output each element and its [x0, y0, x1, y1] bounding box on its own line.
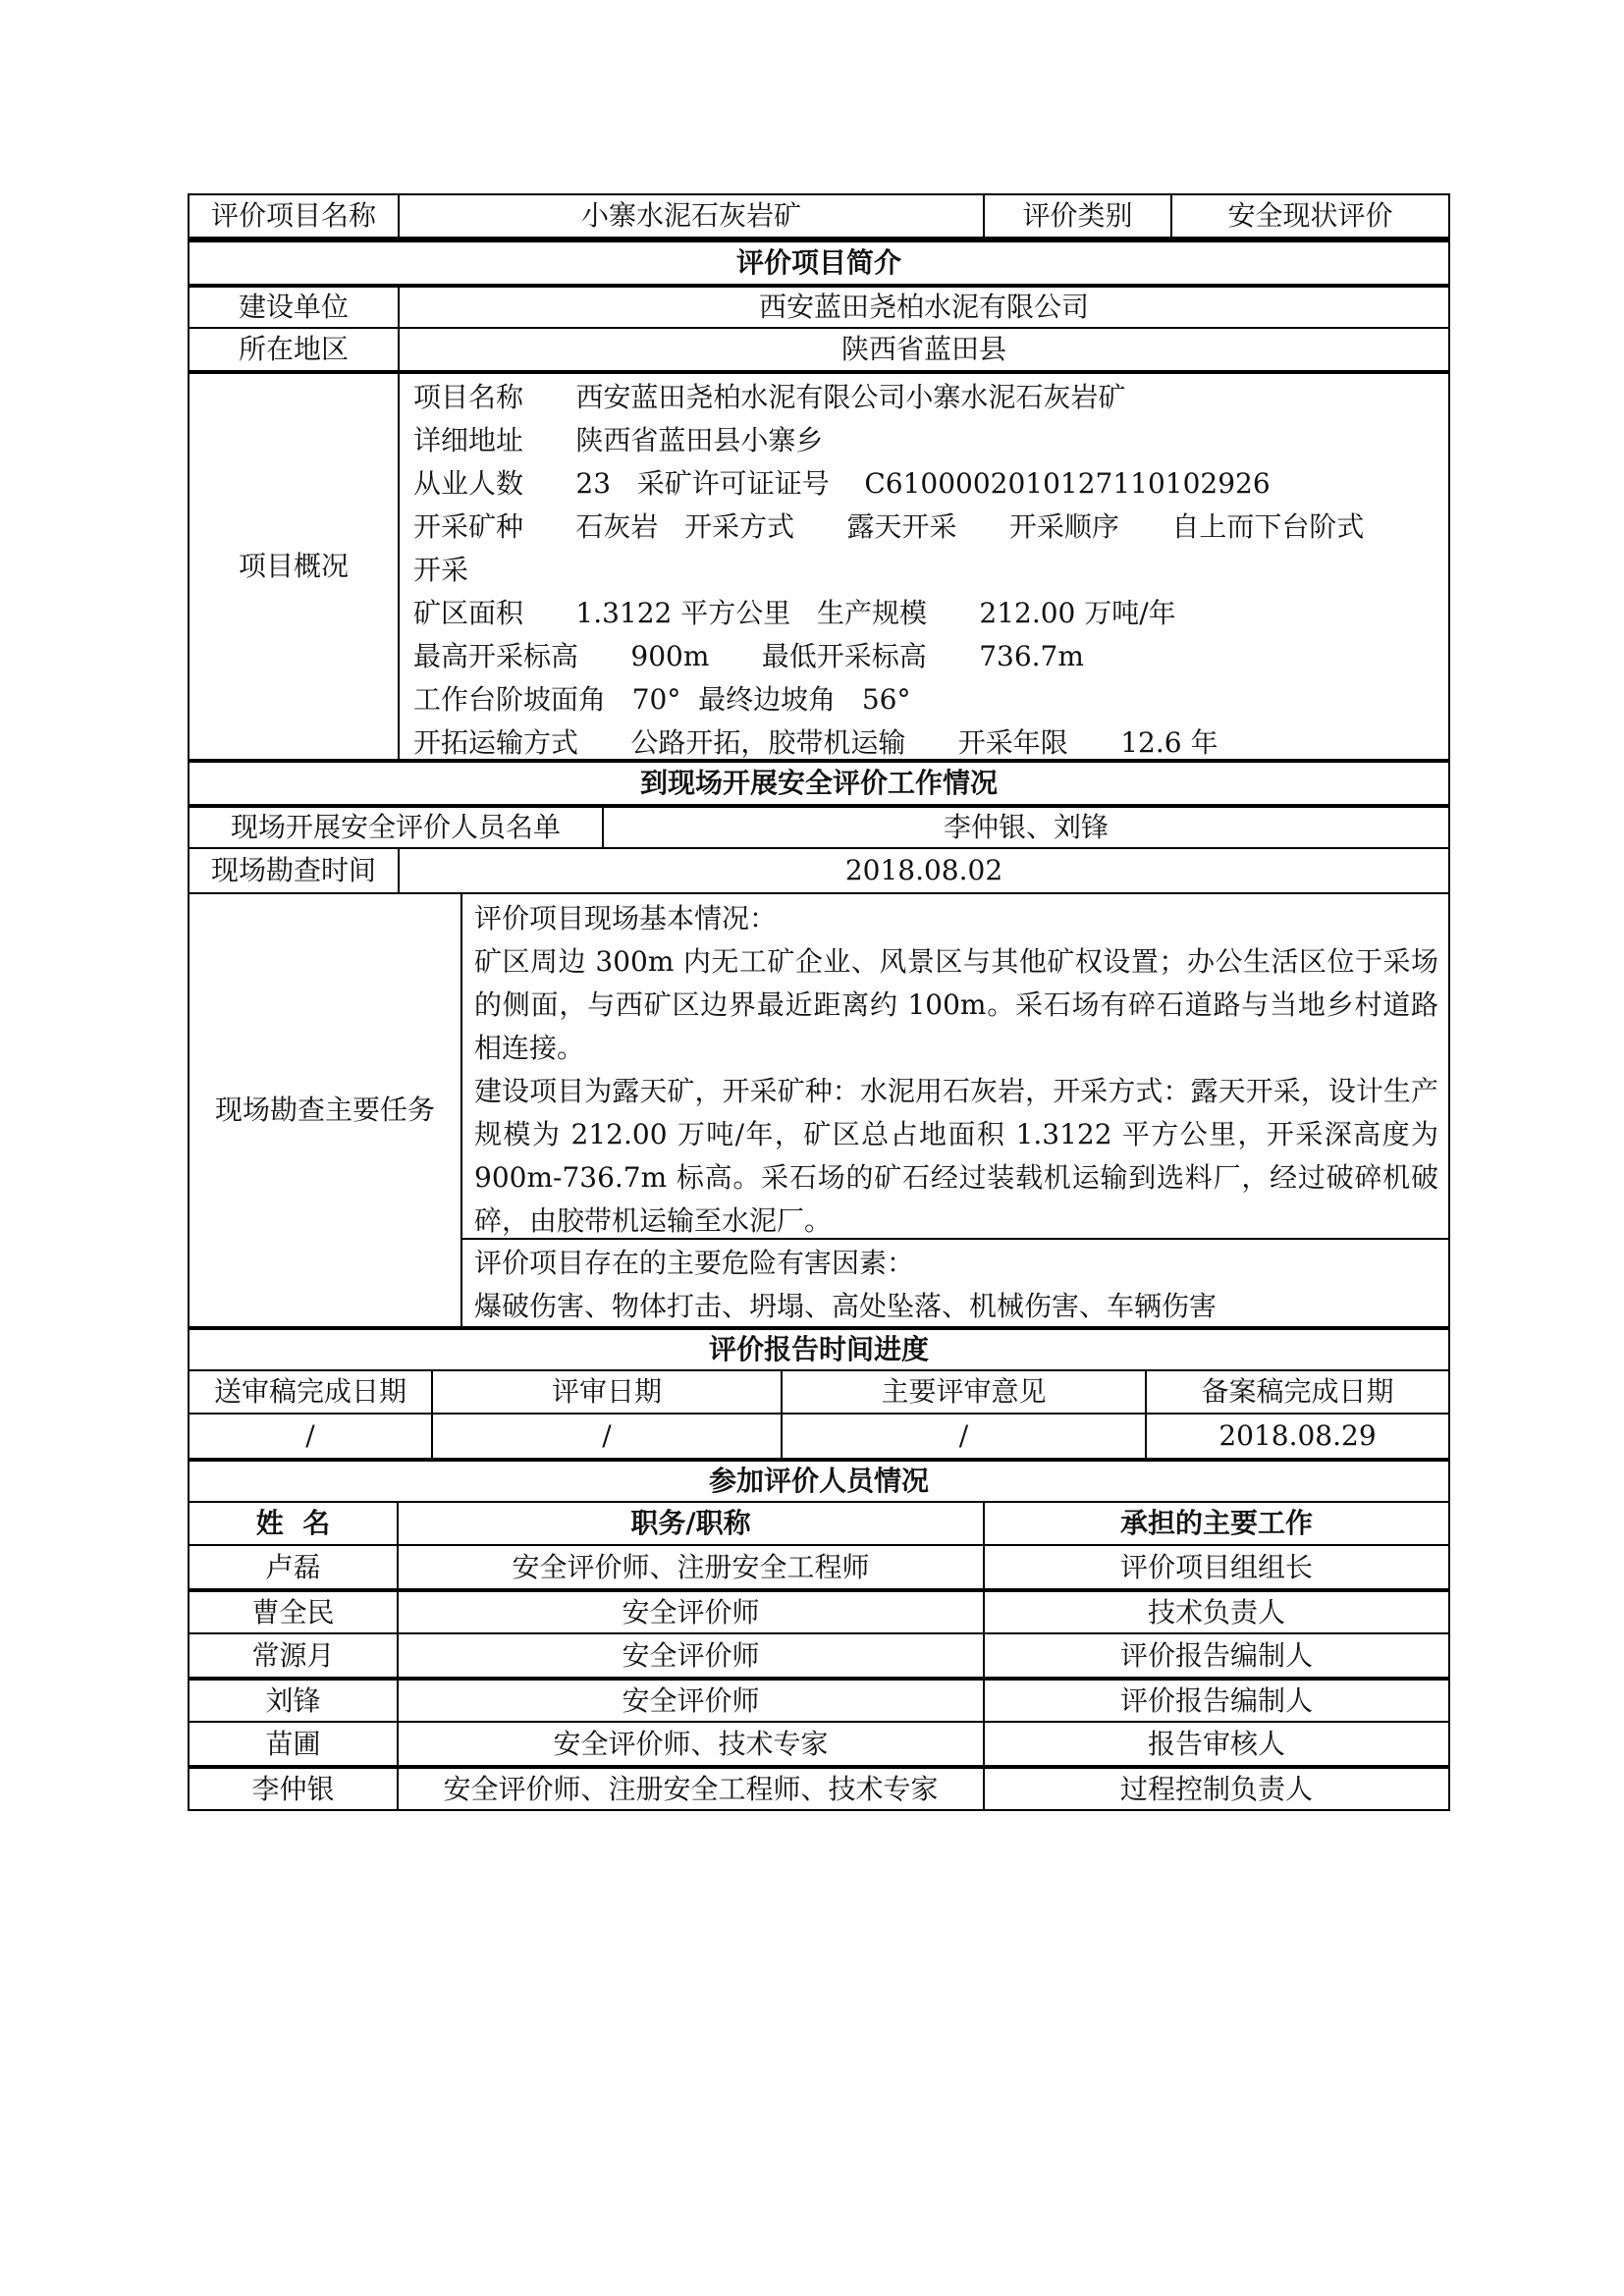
- personnel-name: 李仲银: [188, 1765, 399, 1811]
- basic-situation-text: [462, 894, 1448, 1243]
- personnel-title: 安全评价师: [397, 1632, 985, 1679]
- overview-line: 最高开采标高 900m 最低开采标高 736.7m: [413, 640, 1084, 672]
- personnel-name: 苗圃: [188, 1721, 399, 1767]
- schedule-value-opinion: /: [781, 1413, 1147, 1460]
- overview-line: 开采矿种 石灰岩 开采方式 露天开采 开采顺序 自上而下台阶式: [413, 510, 1365, 543]
- region-label: 所在地区: [188, 327, 400, 372]
- overview-line: 工作台阶坡面角 70° 最终边坡角 56°: [413, 683, 911, 716]
- section-title-intro: 评价项目简介: [188, 239, 1450, 286]
- overview-lines: [400, 374, 1374, 765]
- category-label: 评价类别: [983, 193, 1172, 239]
- section-title-schedule: 评价报告时间进度: [188, 1326, 1450, 1371]
- personnel-duty: 评价报告编制人: [983, 1632, 1450, 1679]
- basic-situation: [460, 892, 1450, 1240]
- schedule-header-submit: 送审稿完成日期: [188, 1369, 433, 1415]
- staff-label: 现场开展安全评价人员名单: [188, 804, 604, 849]
- schedule-value-submit: /: [188, 1413, 433, 1460]
- basic-para-2: 建设项目为露天矿，开采矿种：水泥用石灰岩，开采方式：露天开采，设计生产规模为 212.00 万吨/年，矿区总占地面积 1.3122 平方公里，开采深高度为 900m-736.7m 标高。采石场的矿石经过装载机运输到选料厂，经过破碎机破碎，由胶带机运输至水泥厂。: [474, 1075, 1438, 1237]
- survey-time-label: 现场勘查时间: [188, 847, 400, 894]
- builder-value: 西安蓝田尧柏水泥有限公司: [398, 284, 1450, 329]
- builder-label: 建设单位: [188, 284, 400, 329]
- personnel-header-title: 职务/职称: [397, 1501, 985, 1546]
- personnel-duty: 评价项目组组长: [983, 1544, 1450, 1590]
- hazards-value: 爆破伤害、物体打击、坍塌、高处坠落、机械伤害、车辆伤害: [474, 1290, 1218, 1322]
- overview-line: 详细地址 陕西省蓝田县小寨乡: [413, 424, 824, 456]
- personnel-name: 卢磊: [188, 1544, 399, 1590]
- personnel-duty: 报告审核人: [983, 1721, 1450, 1767]
- category-value: 安全现状评价: [1170, 193, 1450, 239]
- overview-line: 矿区面积 1.3122 平方公里 生产规模 212.00 万吨/年: [413, 597, 1176, 629]
- personnel-duty: 技术负责人: [983, 1588, 1450, 1634]
- project-name-label: 评价项目名称: [188, 193, 400, 239]
- personnel-name: 刘锋: [188, 1677, 399, 1723]
- overview-content: [398, 370, 1450, 761]
- hazards: [460, 1238, 1450, 1328]
- overview-line: 开拓运输方式 公路开拓，胶带机运输 开采年限 12.6 年: [413, 726, 1218, 759]
- schedule-value-review: /: [431, 1413, 783, 1460]
- basic-title: 评价项目现场基本情况：: [474, 902, 778, 934]
- personnel-title: 安全评价师、技术专家: [397, 1721, 985, 1767]
- overview-line: 开采: [413, 554, 469, 586]
- section-title-personnel: 参加评价人员情况: [188, 1458, 1450, 1503]
- section-title-onsite: 到现场开展安全评价工作情况: [188, 759, 1450, 806]
- tasks-label: 现场勘查主要任务: [188, 892, 462, 1328]
- personnel-duty: 评价报告编制人: [983, 1677, 1450, 1723]
- personnel-title: 安全评价师、注册安全工程师、技术专家: [397, 1765, 985, 1811]
- hazards-text: [462, 1240, 1226, 1328]
- personnel-duty: 过程控制负责人: [983, 1765, 1450, 1811]
- region-value: 陕西省蓝田县: [398, 327, 1450, 372]
- project-name-value: 小寨水泥石灰岩矿: [398, 193, 985, 239]
- hazards-title: 评价项目存在的主要危险有害因素：: [474, 1247, 915, 1279]
- staff-value: 李仲银、刘锋: [602, 804, 1450, 849]
- personnel-title: 安全评价师: [397, 1588, 985, 1634]
- personnel-title: 安全评价师: [397, 1677, 985, 1723]
- personnel-title: 安全评价师、注册安全工程师: [397, 1544, 985, 1590]
- personnel-header-name: 姓 名: [188, 1501, 399, 1546]
- overview-line: 项目名称 西安蓝田尧柏水泥有限公司小寨水泥石灰岩矿: [413, 381, 1126, 413]
- schedule-header-opinion: 主要评审意见: [781, 1369, 1147, 1415]
- personnel-header-duty: 承担的主要工作: [983, 1501, 1450, 1546]
- basic-para-1: 矿区周边 300m 内无工矿企业、风景区与其他矿权设置；办公生活区位于采场的侧面，与西矿区边界最近距离约 100m。采石场有碎石道路与当地乡村道路相连接。: [474, 945, 1438, 1064]
- overview-line: 从业人数 23 采矿许可证证号 C6100002010127110102926: [413, 467, 1271, 500]
- personnel-name: 常源月: [188, 1632, 399, 1679]
- overview-label: 项目概况: [188, 370, 400, 761]
- schedule-header-filing: 备案稿完成日期: [1145, 1369, 1450, 1415]
- schedule-value-filing: 2018.08.29: [1145, 1413, 1450, 1460]
- personnel-name: 曹全民: [188, 1588, 399, 1634]
- schedule-header-review: 评审日期: [431, 1369, 783, 1415]
- survey-time-value: 2018.08.02: [398, 847, 1450, 894]
